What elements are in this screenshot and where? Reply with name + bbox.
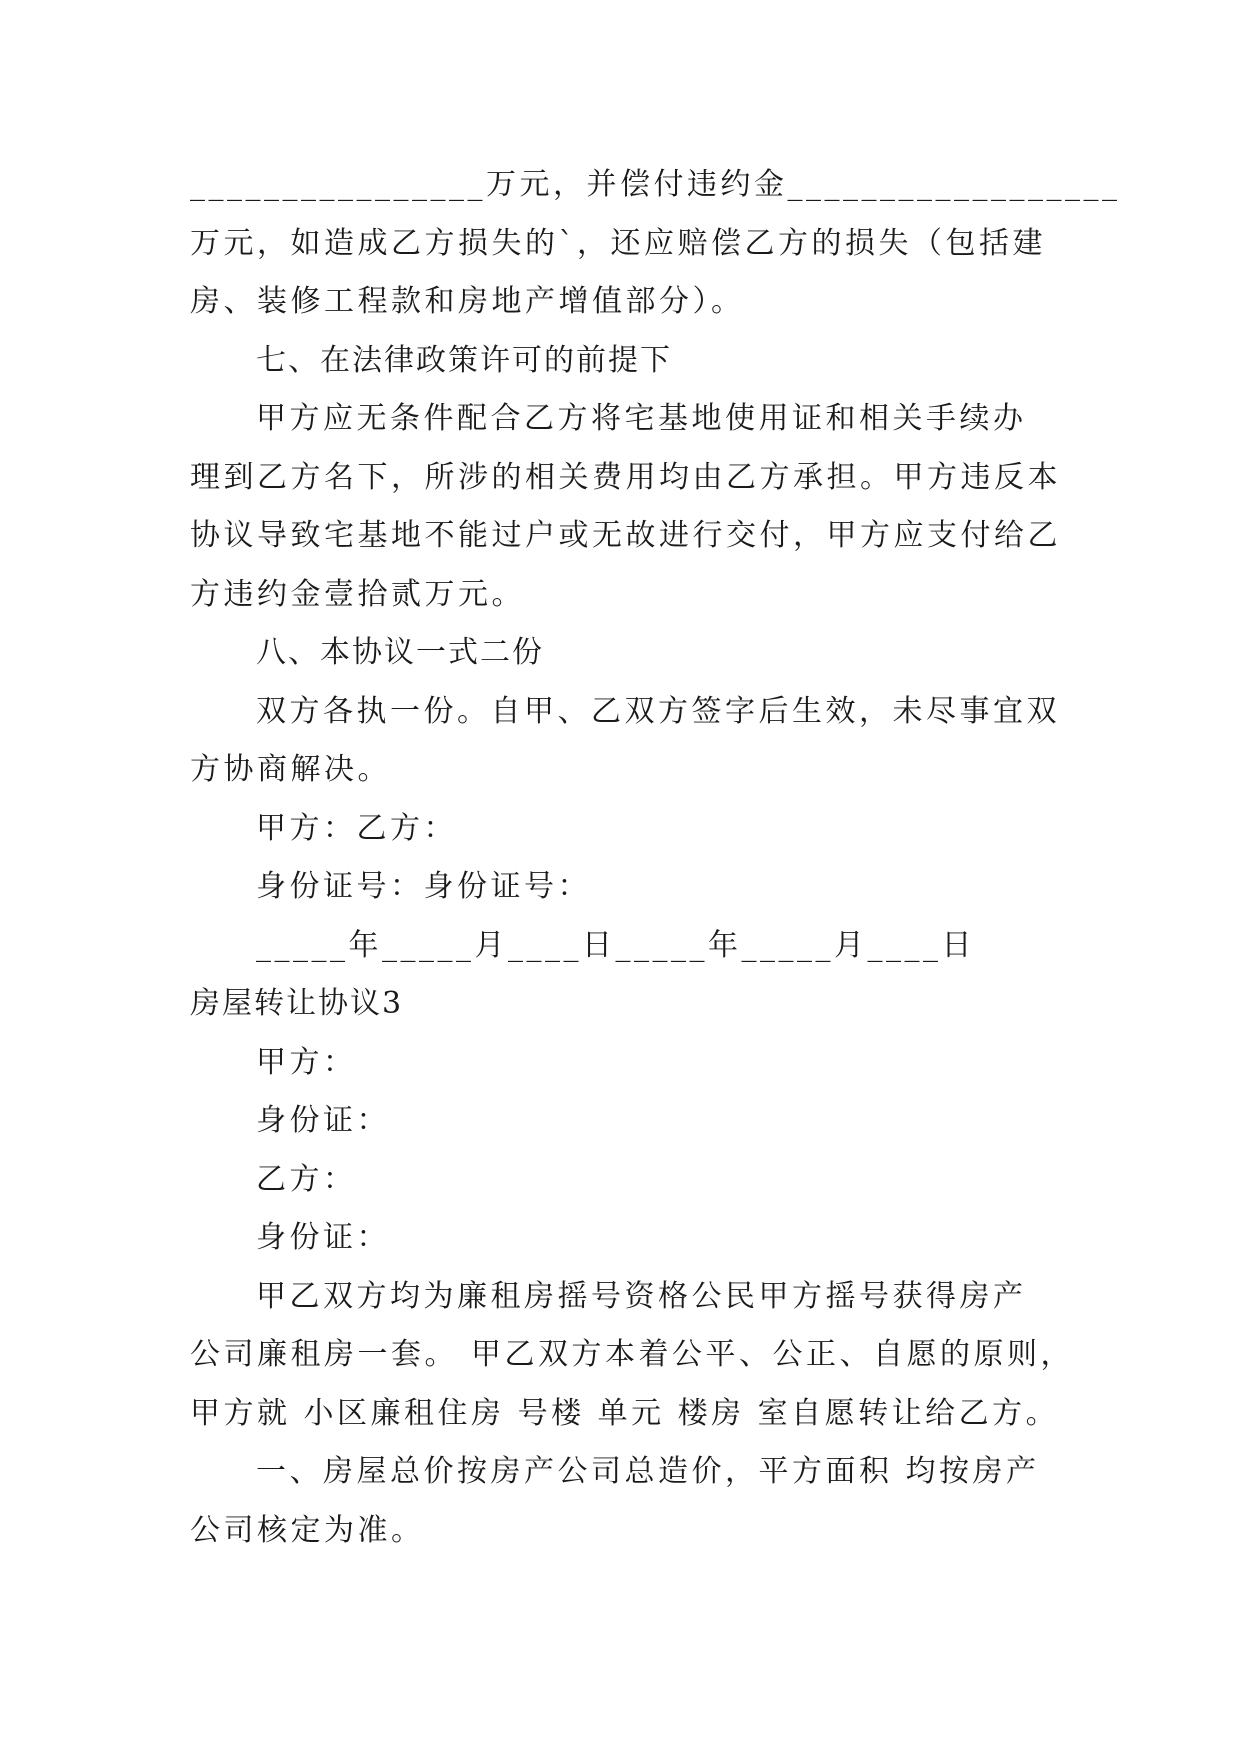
text-line — [190, 273, 1052, 332]
document-body — [190, 156, 1121, 1560]
line-text: 甲乙双方均为廉租房摇号资格公民甲方摇号获得房产 — [256, 1278, 1027, 1314]
text-line — [190, 683, 1060, 742]
line-text: 乙方： — [256, 1161, 357, 1197]
line-text: 甲方：乙方： — [256, 810, 457, 846]
section-heading — [190, 624, 1052, 683]
line-text: 公司核定为准。 — [190, 1512, 425, 1548]
document-title — [190, 975, 1052, 1034]
text-line — [190, 449, 1061, 508]
line-text: 公司廉租房一套。 甲乙双方本着公平、公正、自愿的原则， — [190, 1337, 1075, 1372]
text-line — [190, 1385, 1060, 1444]
text-line — [190, 566, 1052, 625]
section-heading — [190, 332, 1052, 391]
party-a-line — [190, 1034, 1052, 1093]
signature-date-line — [190, 917, 1052, 976]
line-text: 双方各执一份。自甲、乙双方签字后生效，未尽事宜双 — [256, 693, 1060, 729]
line-text: 一、房屋总价按房产公司总造价，平方面积 均按房产 — [256, 1454, 1040, 1489]
line-text: 方违约金壹拾贰万元。 — [190, 576, 525, 612]
line-text: 理到乙方名下，所涉的相关费用均由乙方承担。甲方违反本 — [190, 459, 1061, 495]
text-line — [190, 1502, 1052, 1561]
line-text: _____年_____月____日_____年_____月____日 — [256, 927, 975, 963]
party-b-line — [190, 1151, 1052, 1210]
signature-party-line — [190, 800, 1052, 859]
line-text: 房屋转让协议3 — [190, 986, 404, 1021]
text-line — [190, 1268, 1052, 1327]
line-text: 身份证号：身份证号： — [256, 869, 591, 904]
line-text: 八、本协议一式二份 — [256, 635, 544, 670]
text-line — [190, 741, 1052, 800]
line-text: 甲方就 小区廉租住房 号楼 单元 楼房 室自愿转让给乙方。 — [190, 1395, 1060, 1431]
text-line — [190, 1326, 1075, 1385]
line-text: 七、在法律政策许可的前提下 — [256, 342, 672, 378]
line-text: 万元，如造成乙方损失的`，还应赔偿乙方的损失（包括建 — [190, 225, 1046, 261]
text-line — [190, 215, 1052, 274]
text-line — [190, 507, 1061, 566]
line-text: 方协商解决。 — [190, 752, 391, 787]
line-text: ________________万元，并偿付违约金__________________ — [190, 167, 1121, 202]
line-text: 甲方应无条件配合乙方将宅基地使用证和相关手续办 — [256, 401, 1027, 436]
line-text: 协议导致宅基地不能过户或无故进行交付，甲方应支付给乙 — [190, 518, 1061, 553]
line-text: 身份证： — [256, 1220, 390, 1255]
party-b-id-line — [190, 1209, 1052, 1268]
signature-id-line — [190, 858, 1052, 917]
line-text: 房、装修工程款和房地产增值部分）。 — [190, 284, 745, 319]
text-line — [190, 1443, 1052, 1502]
text-line — [190, 390, 1052, 449]
line-text: 甲方： — [256, 1044, 357, 1080]
line-text: 身份证： — [256, 1103, 390, 1138]
party-a-id-line — [190, 1092, 1052, 1151]
text-line — [190, 156, 1121, 215]
